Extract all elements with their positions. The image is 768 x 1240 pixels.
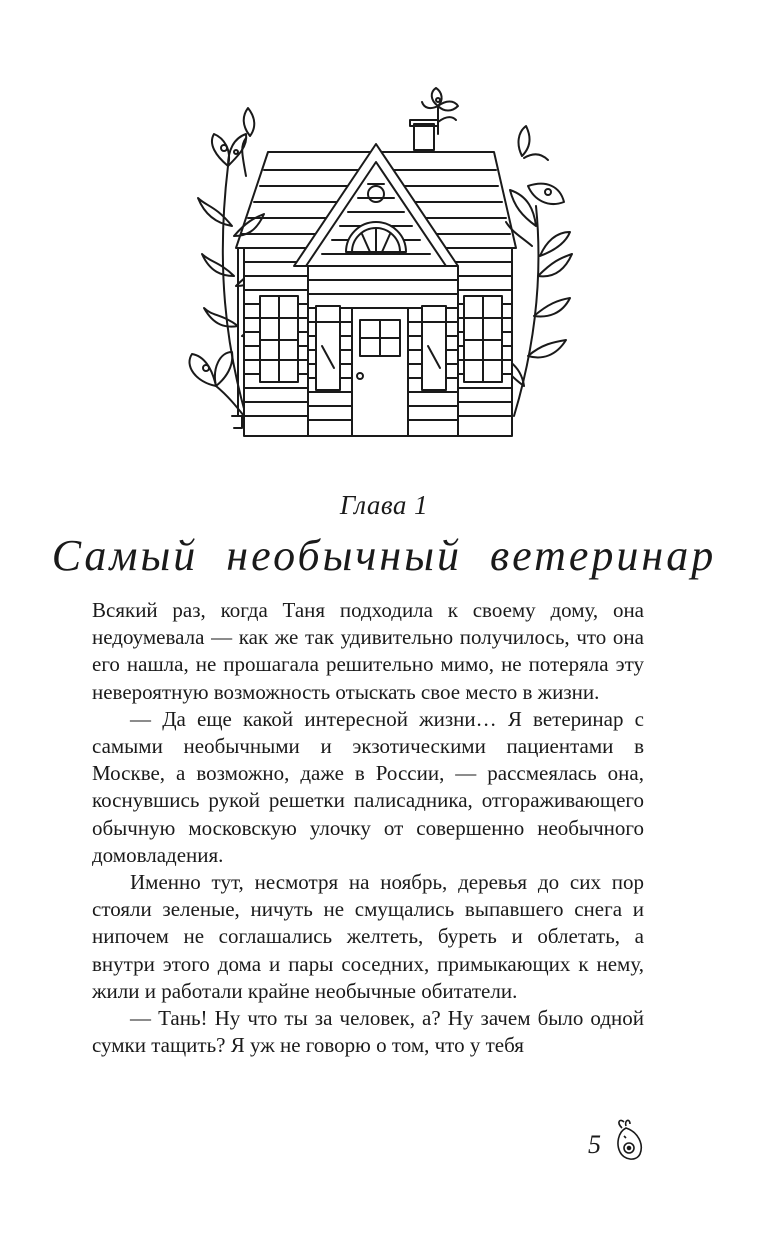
chapter-title: Самый необычный ветеринар xyxy=(51,531,717,580)
page-number: 5 xyxy=(588,1130,601,1159)
chapter-label: Глава 1 xyxy=(339,490,429,520)
paragraph: — Да еще какой интересной жизни… Я ветеринар с самыми необычными и экзотическими пациентами в Москве, а возможно, даже в России, — рассмеялась она, коснувшись рукой решетки палисадника, отгораживающего обычную московскую улочку от совершенно необычного домовладения. xyxy=(92,706,644,867)
chimney-flower-icon xyxy=(422,88,458,134)
paragraph: — Тань! Ну что ты за человек, а? Ну зачем было одной сумки тащить? Я уж не говорю о том, что у тебя xyxy=(92,1006,644,1058)
house-with-flowers-icon xyxy=(176,86,584,446)
paragraph: Именно тут, несмотря на ноябрь, деревья до сих пор стояли зеленые, ничуть не смущались выпавшего снега и нипочем не соглашались желтеть, буреть и облетать, а внутри этого дома и пары соседних, примыкающих к нему, жили и работали крайне необычные обитатели. xyxy=(92,870,644,1003)
mouse-ornament-icon xyxy=(612,1118,644,1168)
body-text xyxy=(92,597,644,1059)
paragraph: Всякий раз, когда Таня подходила к своему дому, она недоумевала — как же так удивительно получилось, что она его нашла, не прошагала решительно мимо, не потеряла эту невероятную возможность отыскать свое место в жизни. xyxy=(92,598,644,704)
